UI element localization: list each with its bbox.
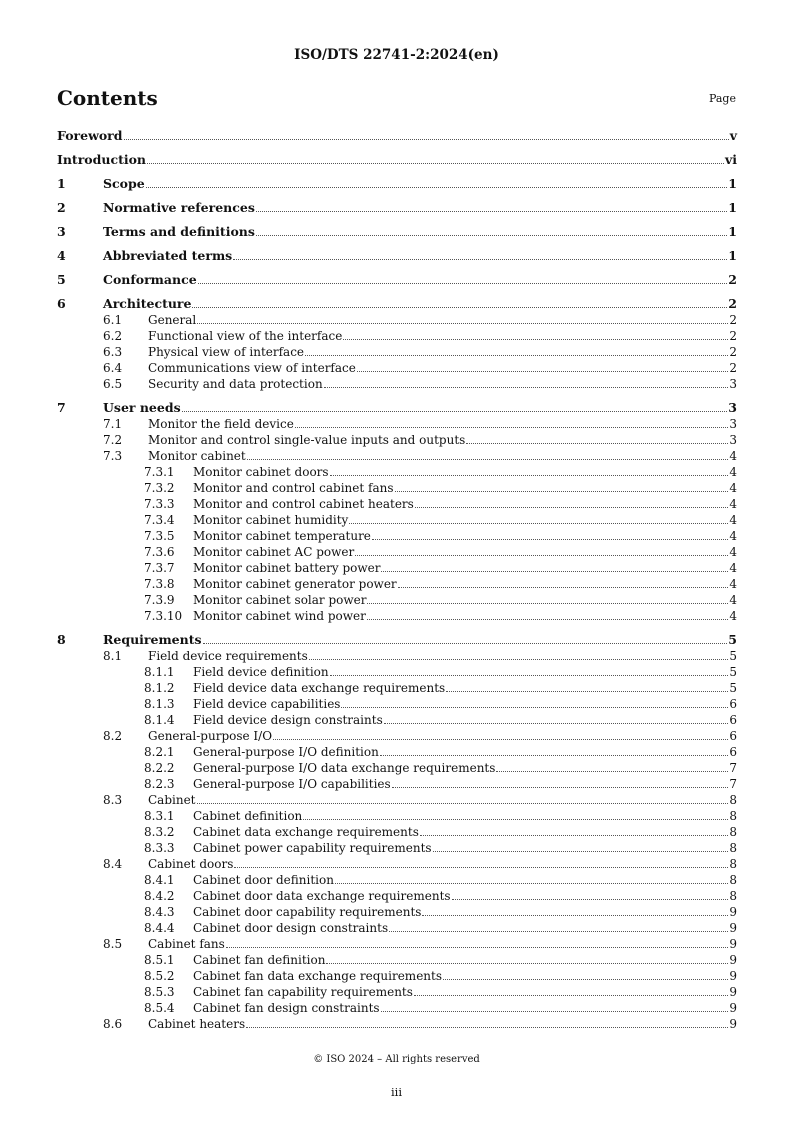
toc-entry-page: 6 (729, 745, 737, 759)
toc-entry-page: 4 (729, 481, 737, 495)
toc-entry-number: 7.3.5 (144, 529, 175, 543)
toc-entry-page: 3 (729, 377, 737, 391)
dot-leader (124, 139, 729, 140)
toc-entry-number: 7.3.7 (144, 561, 175, 575)
dot-leader (247, 459, 729, 460)
dot-leader (395, 491, 729, 492)
toc-entry[interactable] (57, 856, 737, 872)
dot-leader (389, 931, 728, 932)
toc-entry[interactable] (57, 968, 737, 984)
toc-entry[interactable] (57, 496, 737, 512)
dot-leader (357, 371, 729, 372)
toc-entry-title: Monitor cabinet solar power (193, 593, 367, 607)
toc-entry-title: Field device data exchange requirements (193, 681, 446, 695)
toc-entry-page: 5 (729, 649, 737, 663)
dot-leader (197, 323, 728, 324)
toc-entry-number: 8 (57, 632, 66, 647)
toc-entry-number: 7.3.8 (144, 577, 175, 591)
toc-entry[interactable] (57, 128, 737, 144)
toc-entry-page: 4 (729, 529, 737, 543)
toc-entry-page: 9 (729, 953, 737, 967)
toc-entry-number: 8.5.3 (144, 985, 175, 999)
toc-entry-title: General (148, 313, 197, 327)
toc-entry-title: Architecture (103, 296, 192, 311)
toc-entry-number: 8.3.1 (144, 809, 175, 823)
dot-leader (367, 619, 728, 620)
toc-entry-page: vi (724, 152, 737, 167)
toc-entry[interactable] (57, 728, 737, 744)
toc-entry[interactable] (57, 632, 737, 648)
toc-entry-number: 7 (57, 400, 66, 415)
toc-entry-title: Field device capabilities (193, 697, 341, 711)
table-of-contents (57, 128, 737, 1032)
toc-entry[interactable] (57, 544, 737, 560)
toc-entry-title: General-purpose I/O definition (193, 745, 379, 759)
toc-entry[interactable] (57, 744, 737, 760)
toc-entry-number: 8.5.2 (144, 969, 175, 983)
toc-entry-title: Introduction (57, 152, 147, 167)
dot-leader (305, 355, 728, 356)
toc-entry-title: Security and data protection (148, 377, 323, 391)
toc-entry-title: Monitor cabinet battery power (193, 561, 381, 575)
toc-entry-number: 8.1.1 (144, 665, 175, 679)
toc-entry[interactable] (57, 464, 737, 480)
toc-entry-number: 4 (57, 248, 66, 263)
toc-entry-page: 9 (729, 921, 737, 935)
toc-entry-title: Cabinet fan data exchange requirements (193, 969, 442, 983)
toc-entry[interactable] (57, 328, 737, 344)
toc-entry-page: 8 (729, 873, 737, 887)
toc-entry-page: 4 (729, 497, 737, 511)
toc-entry-title: Field device design constraints (193, 713, 383, 727)
toc-entry-title: Conformance (103, 272, 197, 287)
toc-entry-page: 4 (729, 545, 737, 559)
toc-entry-title: Requirements (103, 632, 202, 647)
dot-leader (330, 675, 729, 676)
toc-entry-page: 8 (729, 809, 737, 823)
toc-entry[interactable] (57, 200, 737, 216)
toc-entry-number: 8.4.4 (144, 921, 175, 935)
toc-entry-number: 6.2 (103, 329, 123, 343)
toc-entry-title: Foreword (57, 128, 123, 143)
toc-entry-title: Cabinet fan capability requirements (193, 985, 413, 999)
toc-entry-number: 8.3.2 (144, 825, 175, 839)
toc-entry-page: v (729, 128, 737, 143)
toc-entry-page: 5 (728, 632, 737, 647)
toc-entry-number: 7.3 (103, 449, 123, 463)
toc-entry-title: Monitor cabinet wind power (193, 609, 366, 623)
toc-entry[interactable] (57, 872, 737, 888)
toc-entry[interactable] (57, 648, 737, 664)
dot-leader (246, 1027, 728, 1028)
toc-entry[interactable] (57, 904, 737, 920)
toc-entry-page: 1 (728, 200, 737, 215)
toc-entry-number: 8.5.4 (144, 1001, 175, 1015)
toc-entry-page: 2 (729, 329, 737, 343)
toc-entry-page: 8 (729, 857, 737, 871)
toc-entry-title: Cabinet power capability requirements (193, 841, 432, 855)
toc-entry[interactable] (57, 808, 737, 824)
dot-leader (422, 915, 728, 916)
toc-entry-title: Terms and definitions (103, 224, 255, 239)
toc-entry[interactable] (57, 312, 737, 328)
toc-entry[interactable] (57, 776, 737, 792)
toc-entry-title: Monitor cabinet temperature (193, 529, 371, 543)
toc-entry-page: 4 (729, 449, 737, 463)
toc-entry-page: 1 (728, 224, 737, 239)
toc-entry[interactable] (57, 416, 737, 432)
toc-entry[interactable] (57, 528, 737, 544)
toc-entry-number: 8.1.4 (144, 713, 175, 727)
dot-leader (146, 187, 728, 188)
dot-leader (367, 603, 728, 604)
toc-entry-page: 3 (728, 400, 737, 415)
toc-entry[interactable] (57, 480, 737, 496)
dot-leader (198, 283, 728, 284)
toc-entry-title: Monitor the field device (148, 417, 294, 431)
toc-entry-page: 9 (729, 937, 737, 951)
toc-entry-number: 8.2 (103, 729, 123, 743)
toc-entry-number: 3 (57, 224, 66, 239)
toc-entry-number: 7.3.9 (144, 593, 175, 607)
dot-leader (295, 427, 729, 428)
toc-entry[interactable] (57, 760, 737, 776)
dot-leader (466, 443, 728, 444)
document-id: ISO/DTS 22741-2:2024(en) (294, 47, 499, 63)
toc-entry-title: Cabinet heaters (148, 1017, 246, 1031)
dot-leader (341, 707, 728, 708)
page-column-label: Page (708, 92, 736, 105)
toc-entry-page: 9 (729, 985, 737, 999)
toc-entry[interactable] (57, 664, 737, 680)
toc-entry-page: 2 (729, 345, 737, 359)
dot-leader (443, 979, 728, 980)
toc-entry-title: Monitor cabinet generator power (193, 577, 397, 591)
toc-entry-number: 8.4.3 (144, 905, 175, 919)
toc-entry[interactable] (57, 712, 737, 728)
dot-leader (433, 851, 729, 852)
dot-leader (355, 555, 728, 556)
toc-entry-number: 5 (57, 272, 66, 287)
toc-entry-title: Cabinet fan definition (193, 953, 326, 967)
toc-entry-page: 7 (729, 777, 737, 791)
toc-entry-page: 6 (729, 697, 737, 711)
toc-entry-title: Monitor cabinet AC power (193, 545, 355, 559)
toc-entry-title: User needs (103, 400, 181, 415)
dot-leader (256, 211, 727, 212)
toc-entry-title: Cabinet definition (193, 809, 303, 823)
dot-leader (381, 571, 728, 572)
toc-entry-page: 5 (729, 681, 737, 695)
toc-entry-number: 8.5 (103, 937, 123, 951)
toc-entry[interactable] (57, 448, 737, 464)
dot-leader (372, 539, 728, 540)
toc-entry[interactable] (57, 560, 737, 576)
toc-entry[interactable] (57, 344, 737, 360)
toc-entry-page: 1 (728, 248, 737, 263)
dot-leader (256, 235, 727, 236)
toc-entry[interactable] (57, 824, 737, 840)
dot-leader (384, 723, 729, 724)
toc-entry-number: 7.1 (103, 417, 123, 431)
toc-entry[interactable] (57, 224, 737, 240)
toc-entry-title: Cabinet data exchange requirements (193, 825, 419, 839)
toc-entry-title: Monitor cabinet doors (193, 465, 329, 479)
dot-leader (415, 507, 729, 508)
dot-leader (233, 259, 727, 260)
toc-entry-title: Abbreviated terms (103, 248, 233, 263)
toc-entry-number: 8.2.1 (144, 745, 175, 759)
dot-leader (303, 819, 728, 820)
toc-entry-title: General-purpose I/O (148, 729, 273, 743)
toc-entry-number: 7.3.2 (144, 481, 175, 495)
toc-entry-title: Scope (103, 176, 145, 191)
copyright-notice: © ISO 2024 – All rights reserved (313, 1054, 480, 1065)
toc-entry[interactable] (57, 400, 737, 416)
toc-entry-number: 2 (57, 200, 66, 215)
toc-entry-page: 6 (729, 713, 737, 727)
page-number: iii (390, 1085, 403, 1099)
toc-entry[interactable] (57, 920, 737, 936)
toc-entry[interactable] (57, 936, 737, 952)
toc-entry[interactable] (57, 512, 737, 528)
toc-entry-number: 6.1 (103, 313, 123, 327)
toc-entry-page: 9 (729, 1001, 737, 1015)
toc-entry[interactable] (57, 152, 737, 168)
toc-entry-number: 8.2.2 (144, 761, 175, 775)
toc-entry-title: Cabinet door capability requirements (193, 905, 422, 919)
toc-entry-page: 2 (728, 296, 737, 311)
dot-leader (380, 755, 729, 756)
toc-entry-number: 8.3 (103, 793, 123, 807)
toc-entry-title: Communications view of interface (148, 361, 356, 375)
dot-leader (226, 947, 729, 948)
toc-entry[interactable] (57, 952, 737, 968)
dot-leader (182, 411, 728, 412)
toc-entry-number: 8.1.2 (144, 681, 175, 695)
toc-entry-title: General-purpose I/O capabilities (193, 777, 391, 791)
toc-entry-number: 6.4 (103, 361, 123, 375)
dot-leader (203, 643, 728, 644)
toc-entry-number: 8.2.3 (144, 777, 175, 791)
dot-leader (392, 787, 729, 788)
toc-entry-page: 9 (729, 905, 737, 919)
toc-entry-title: Monitor and control cabinet fans (193, 481, 394, 495)
dot-leader (414, 995, 728, 996)
toc-entry-number: 7.3.10 (144, 609, 183, 623)
toc-entry[interactable] (57, 376, 737, 392)
toc-entry-title: Monitor cabinet (148, 449, 246, 463)
toc-entry-number: 7.3.3 (144, 497, 175, 511)
toc-entry-number: 8.1.3 (144, 697, 175, 711)
toc-entry-number: 7.2 (103, 433, 123, 447)
toc-entry[interactable] (57, 272, 737, 288)
dot-leader (420, 835, 728, 836)
toc-entry-page: 4 (729, 513, 737, 527)
toc-entry[interactable] (57, 696, 737, 712)
toc-entry[interactable] (57, 1000, 737, 1016)
toc-entry-page: 3 (729, 417, 737, 431)
dot-leader (147, 163, 724, 164)
toc-entry-page: 5 (729, 665, 737, 679)
toc-entry-number: 8.1 (103, 649, 123, 663)
toc-entry-title: Cabinet fan design constraints (193, 1001, 380, 1015)
toc-entry-title: Functional view of the interface (148, 329, 343, 343)
toc-entry-page: 4 (729, 593, 737, 607)
contents-heading: Contents (57, 86, 158, 110)
dot-leader (192, 307, 727, 308)
dot-leader (234, 867, 728, 868)
toc-entry[interactable] (57, 680, 737, 696)
toc-entry[interactable] (57, 576, 737, 592)
dot-leader (452, 899, 729, 900)
dot-leader (335, 883, 728, 884)
toc-entry-title: Cabinet fans (148, 937, 225, 951)
toc-entry-number: 8.4 (103, 857, 123, 871)
toc-entry-title: Normative references (103, 200, 255, 215)
toc-entry-page: 8 (729, 793, 737, 807)
toc-entry-number: 8.3.3 (144, 841, 175, 855)
toc-entry-page: 1 (728, 176, 737, 191)
dot-leader (197, 803, 729, 804)
toc-entry[interactable] (57, 888, 737, 904)
dot-leader (496, 771, 728, 772)
toc-entry[interactable] (57, 360, 737, 376)
toc-entry-title: Monitor and control cabinet heaters (193, 497, 414, 511)
toc-entry[interactable] (57, 1016, 737, 1032)
toc-entry-page: 8 (729, 841, 737, 855)
toc-entry-page: 4 (729, 609, 737, 623)
toc-entry-number: 8.6 (103, 1017, 123, 1031)
toc-entry-number: 7.3.1 (144, 465, 175, 479)
toc-entry-title: Cabinet doors (148, 857, 234, 871)
toc-entry-title: Field device requirements (148, 649, 308, 663)
toc-entry-title: Cabinet door definition (193, 873, 334, 887)
dot-leader (309, 659, 729, 660)
toc-entry[interactable] (57, 984, 737, 1000)
toc-entry-page: 2 (728, 272, 737, 287)
toc-entry-number: 8.5.1 (144, 953, 175, 967)
dot-leader (343, 339, 728, 340)
toc-entry-title: General-purpose I/O data exchange requirements (193, 761, 496, 775)
dot-leader (349, 523, 728, 524)
toc-entry-number: 1 (57, 176, 66, 191)
toc-entry-page: 7 (729, 761, 737, 775)
toc-entry-title: Cabinet (148, 793, 196, 807)
toc-entry-number: 8.4.1 (144, 873, 175, 887)
toc-entry-number: 8.4.2 (144, 889, 175, 903)
toc-entry-page: 2 (729, 313, 737, 327)
toc-entry[interactable] (57, 592, 737, 608)
toc-entry-title: Cabinet door data exchange requirements (193, 889, 451, 903)
toc-entry[interactable] (57, 296, 737, 312)
toc-entry-page: 4 (729, 577, 737, 591)
toc-entry-number: 6.5 (103, 377, 123, 391)
toc-entry-page: 4 (729, 561, 737, 575)
dot-leader (326, 963, 728, 964)
dot-leader (381, 1011, 729, 1012)
toc-entry[interactable] (57, 432, 737, 448)
toc-entry[interactable] (57, 176, 737, 192)
toc-entry-title: Physical view of interface (148, 345, 305, 359)
toc-entry-title: Field device definition (193, 665, 329, 679)
toc-entry[interactable] (57, 248, 737, 264)
toc-entry-page: 8 (729, 889, 737, 903)
toc-entry-page: 8 (729, 825, 737, 839)
toc-entry[interactable] (57, 792, 737, 808)
toc-entry-title: Monitor cabinet humidity (193, 513, 349, 527)
dot-leader (273, 739, 728, 740)
dot-leader (330, 475, 729, 476)
toc-entry-number: 6.3 (103, 345, 123, 359)
toc-entry-page: 9 (729, 969, 737, 983)
toc-entry-title: Monitor and control single-value inputs and outputs (148, 433, 466, 447)
toc-entry-number: 6 (57, 296, 66, 311)
dot-leader (324, 387, 729, 388)
dot-leader (398, 587, 729, 588)
toc-entry[interactable] (57, 608, 737, 624)
toc-entry-page: 9 (729, 1017, 737, 1031)
toc-entry-page: 4 (729, 465, 737, 479)
toc-entry-title: Cabinet door design constraints (193, 921, 389, 935)
toc-entry-page: 6 (729, 729, 737, 743)
toc-entry-page: 2 (729, 361, 737, 375)
toc-entry-page: 3 (729, 433, 737, 447)
toc-entry-number: 7.3.4 (144, 513, 175, 527)
toc-entry[interactable] (57, 840, 737, 856)
toc-entry-number: 7.3.6 (144, 545, 175, 559)
dot-leader (446, 691, 728, 692)
